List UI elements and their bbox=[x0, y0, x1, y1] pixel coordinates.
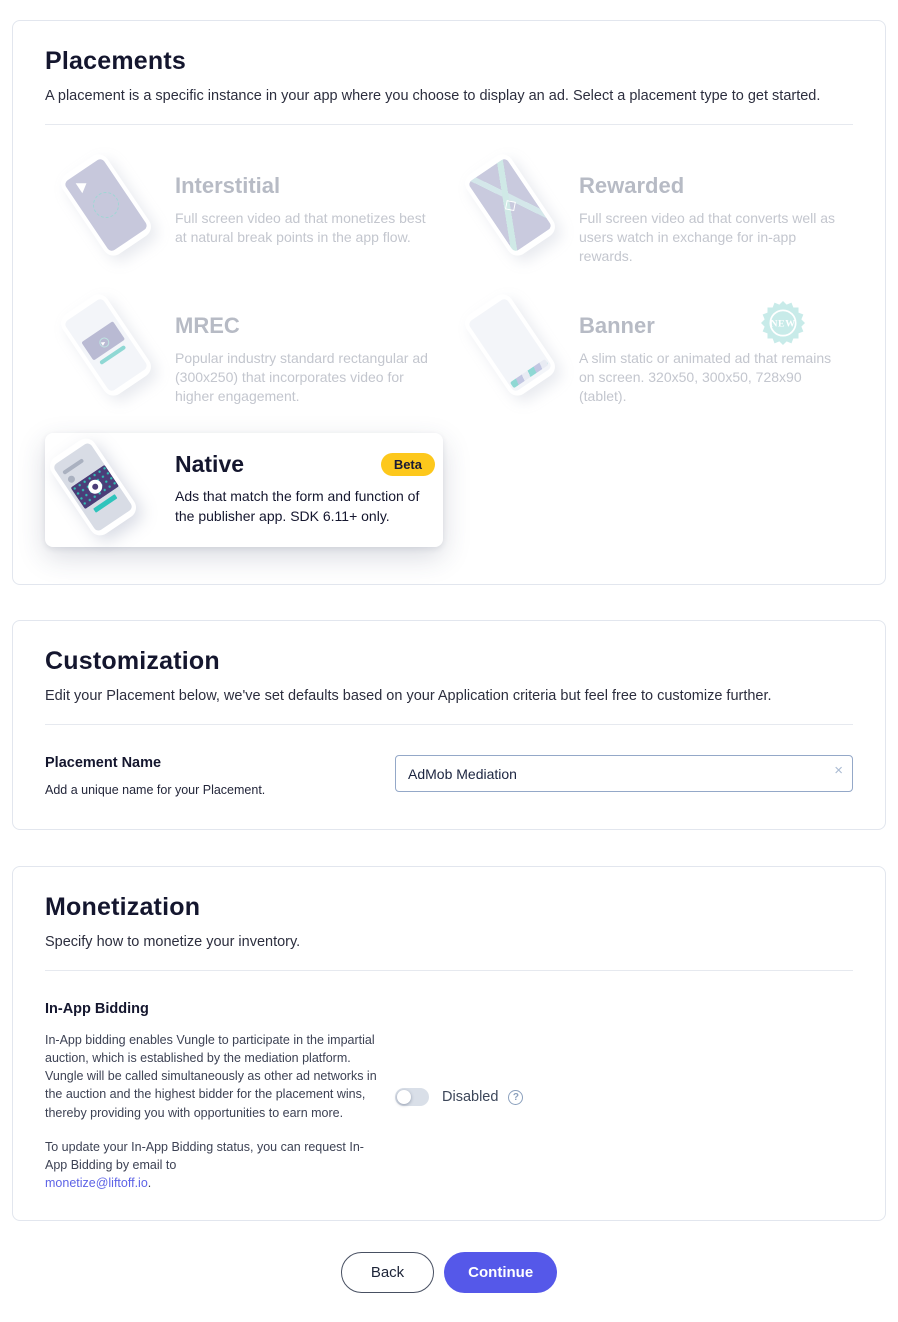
shutter-icon bbox=[85, 477, 104, 496]
mrec-title: MREC bbox=[175, 313, 240, 338]
divider bbox=[45, 724, 853, 725]
interstitial-phone-icon bbox=[45, 151, 175, 263]
monetize-email-link[interactable]: monetize@liftoff.io bbox=[45, 1175, 148, 1190]
native-phone-icon bbox=[45, 433, 175, 543]
mrec-phone-icon bbox=[45, 291, 175, 403]
in-app-bidding-toggle[interactable] bbox=[395, 1088, 429, 1106]
customization-title: Customization bbox=[45, 647, 220, 675]
monetization-description: Specify how to monetize your inventory. bbox=[45, 934, 301, 950]
beta-badge: Beta bbox=[381, 453, 435, 476]
customization-card bbox=[12, 620, 886, 830]
placement-type-grid bbox=[45, 151, 853, 561]
monetization-title: Monetization bbox=[45, 893, 201, 921]
divider bbox=[45, 124, 853, 125]
in-app-bidding-description: In-App bidding enables Vungle to participate in the impartial auction, which is established by the mediation platform. Vungle will be called simultaneously as other ad networks in the auction and the highest bidder for the placement wins, thereby providing you with opportunities to earn more. bbox=[45, 1033, 377, 1120]
customization-description: Edit your Placement below, we've set defaults based on your Application criteria but feel free to customize further. bbox=[45, 688, 772, 704]
divider bbox=[45, 970, 853, 971]
placement-type-native[interactable] bbox=[45, 433, 443, 547]
placement-name-label: Placement Name bbox=[45, 755, 162, 771]
placement-type-banner[interactable] bbox=[449, 291, 853, 431]
continue-button[interactable]: Continue bbox=[444, 1252, 557, 1293]
in-app-bidding-request-text: To update your In-App Bidding status, you can request In-App Bidding by email to monetize@liftoff.io. bbox=[45, 1139, 364, 1190]
placement-type-rewarded[interactable] bbox=[449, 151, 853, 291]
interstitial-description: Full screen video ad that monetizes best at natural break points in the app flow. bbox=[175, 210, 426, 246]
clear-input-icon[interactable]: × bbox=[834, 762, 843, 779]
placement-type-native-cell bbox=[45, 431, 449, 561]
placements-title: Placements bbox=[45, 47, 186, 75]
new-badge-label: NEW bbox=[770, 318, 796, 330]
placement-type-mrec[interactable] bbox=[45, 291, 449, 431]
toggle-knob bbox=[397, 1090, 411, 1104]
banner-phone-icon bbox=[449, 291, 579, 403]
gem-icon: ◇ bbox=[499, 193, 521, 217]
native-description: Ads that match the form and function of the publisher app. SDK 6.11+ only. bbox=[175, 488, 420, 524]
native-title: Native bbox=[175, 451, 245, 477]
placements-card bbox=[12, 20, 886, 585]
in-app-bidding-status: Disabled bbox=[442, 1089, 499, 1105]
back-button[interactable]: Back bbox=[341, 1252, 434, 1293]
banner-description: A slim static or animated ad that remains on screen. 320x50, 300x50, 728x90 (tablet). bbox=[579, 350, 832, 405]
rewarded-title: Rewarded bbox=[579, 173, 685, 198]
placements-description: A placement is a specific instance in your app where you choose to display an ad. Select a placement type to get started. bbox=[45, 88, 821, 104]
help-icon[interactable]: ? bbox=[508, 1090, 523, 1105]
placement-type-interstitial[interactable] bbox=[45, 151, 449, 291]
in-app-bidding-label: In-App Bidding bbox=[45, 1001, 149, 1017]
footer-actions bbox=[0, 1252, 898, 1293]
rewarded-phone-icon bbox=[449, 151, 579, 263]
banner-title: Banner bbox=[579, 313, 655, 338]
placement-name-input[interactable] bbox=[395, 755, 853, 792]
new-badge-icon bbox=[761, 301, 805, 345]
mrec-description: Popular industry standard rectangular ad (300x250) that incorporates video for higher engagement. bbox=[175, 350, 428, 405]
interstitial-title: Interstitial bbox=[175, 173, 281, 198]
placement-name-hint: Add a unique name for your Placement. bbox=[45, 783, 266, 797]
rewarded-description: Full screen video ad that converts well as users watch in exchange for in-app rewards. bbox=[579, 210, 836, 265]
monetization-card bbox=[12, 866, 886, 1221]
